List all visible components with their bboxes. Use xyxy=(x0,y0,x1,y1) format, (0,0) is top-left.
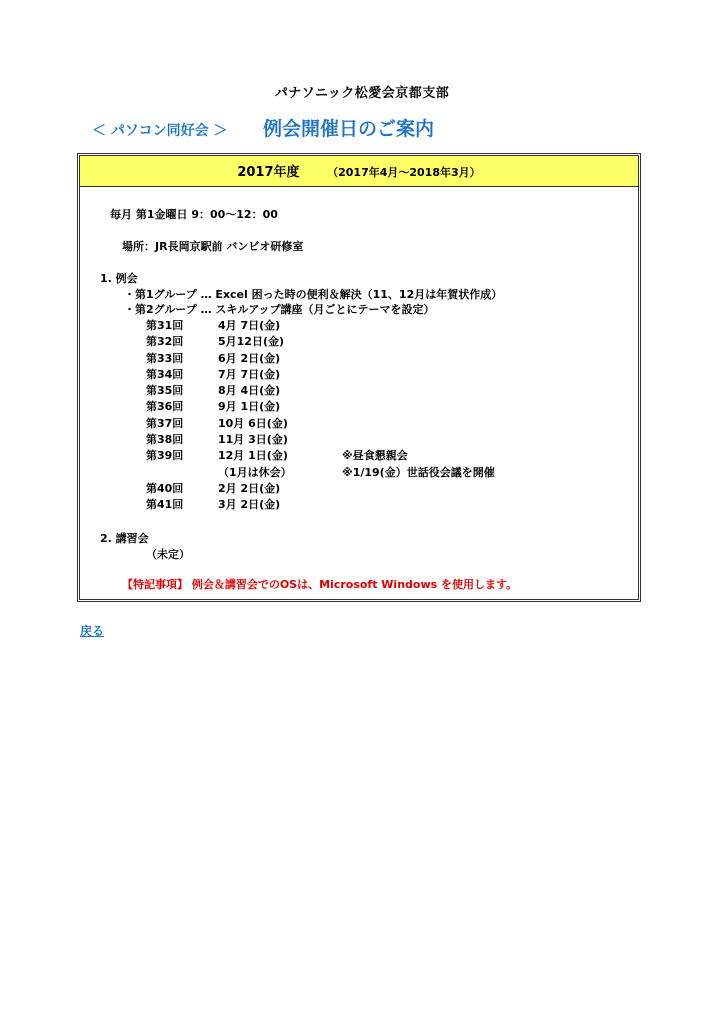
meeting-number: 第33回 xyxy=(146,351,184,365)
meeting-number: 第40回 xyxy=(146,481,184,495)
meeting-date: 7月 7日(金) xyxy=(218,367,281,381)
page-title: 例会開催日のご案内 xyxy=(263,118,435,140)
schedule-content xyxy=(80,187,638,599)
meeting-number: 第32回 xyxy=(146,335,184,349)
meeting-date: 9月 1日(金) xyxy=(218,400,281,414)
fiscal-year-band xyxy=(80,156,638,187)
meeting-number: 第34回 xyxy=(146,367,184,381)
workshop-status: （未定） xyxy=(146,548,190,561)
meeting-number: 第41回 xyxy=(146,498,184,512)
fiscal-year-range: （2017年4月～2018年3月） xyxy=(327,166,481,179)
meeting-note: ※1/19(金）世話役会議を開催 xyxy=(342,465,495,479)
section-workshop-heading: 2. 講習会 xyxy=(100,532,149,545)
meeting-date: 10月 6日(金) xyxy=(218,416,288,430)
meeting-number: 第35回 xyxy=(146,384,184,398)
meeting-date: 8月 4日(金) xyxy=(218,384,281,398)
meeting-number: 第31回 xyxy=(146,319,184,332)
schedule-box xyxy=(77,153,641,602)
fiscal-year: 2017年度 xyxy=(237,165,300,180)
heading-row xyxy=(92,114,434,141)
group2-description: ・第2グループ … スキルアップ講座（月ごとにテーマを設定） xyxy=(124,303,435,316)
meeting-date: 2月 2日(金) xyxy=(218,481,281,495)
meeting-place-line: 場所：JR長岡京駅前 バンビオ研修室 xyxy=(122,240,304,253)
meeting-note: ※昼食懇親会 xyxy=(342,449,408,463)
group1-description: ・第1グループ … Excel 困った時の便利＆解決（11、12月は年賀状作成） xyxy=(124,288,503,301)
meeting-date: 3月 2日(金) xyxy=(218,498,281,512)
meeting-number: 第39回 xyxy=(146,449,184,463)
meeting-number: 第38回 xyxy=(146,433,184,447)
meeting-date: 11月 3日(金) xyxy=(218,433,288,447)
back-link[interactable]: 戻る xyxy=(80,624,105,638)
organization-title: パナソニック松愛会京都支部 xyxy=(274,86,450,101)
meeting-date: （1月は休会） xyxy=(218,465,292,479)
meeting-date: 12月 1日(金) xyxy=(218,449,288,463)
section-regular-meeting-heading: 1. 例会 xyxy=(100,272,138,285)
special-note: 【特記事項】 例会＆講習会でのOSは、Microsoft Windows を使用します。 xyxy=(122,578,518,591)
meeting-number: 第37回 xyxy=(146,416,184,430)
meeting-date: 6月 2日(金) xyxy=(218,351,281,365)
meeting-date: 5月12日(金) xyxy=(218,335,285,349)
meeting-date: 4月 7日(金) xyxy=(218,319,281,332)
club-name: ＜ パソコン同好会 ＞ xyxy=(92,123,228,139)
meeting-schedule-line: 毎月 第1金曜日 9：00～12：00 xyxy=(110,208,278,221)
meeting-number: 第36回 xyxy=(146,400,184,414)
